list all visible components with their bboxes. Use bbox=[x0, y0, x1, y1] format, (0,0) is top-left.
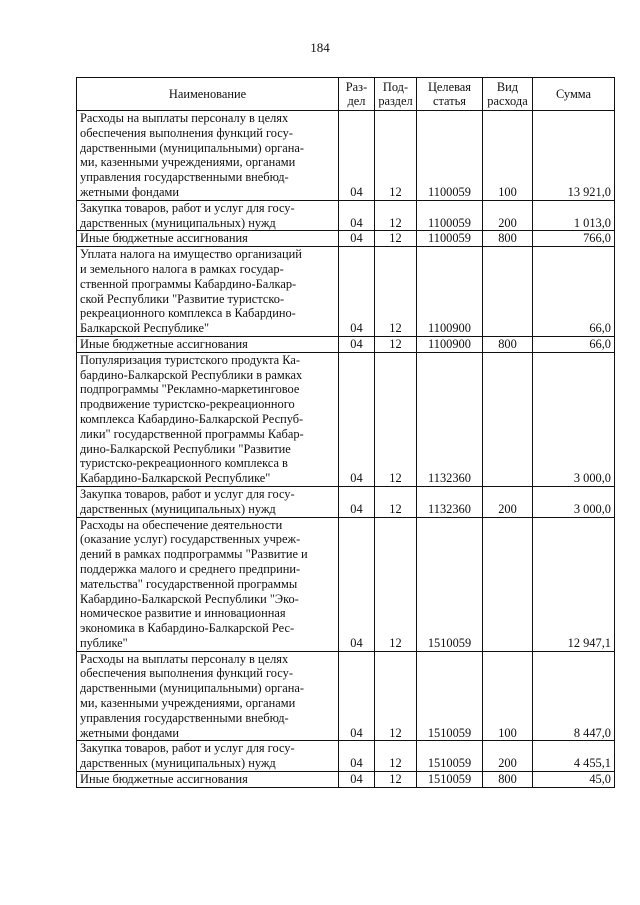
cell-name bbox=[77, 517, 339, 651]
cell-name bbox=[77, 231, 339, 247]
cell-name-line: Расходы на обеспечение деятельности bbox=[80, 517, 283, 532]
header-name: Наименование bbox=[77, 78, 339, 111]
header-vid-line: Вид bbox=[496, 80, 519, 94]
header-razdel-line: дел bbox=[347, 94, 366, 108]
header-vid-line: расхода bbox=[487, 94, 528, 108]
cell-name-line: номическое развитие и инновационная bbox=[80, 606, 286, 621]
cell-vid: 800 bbox=[483, 772, 533, 788]
cell-name-line: публике" bbox=[80, 635, 128, 650]
cell-summa: 13 921,0 bbox=[533, 111, 615, 201]
cell-name-line: Закупка товаров, работ и услуг для госу- bbox=[80, 486, 295, 501]
cell-summa: 45,0 bbox=[533, 772, 615, 788]
cell-name-line: Закупка товаров, работ и услуг для госу- bbox=[80, 741, 295, 756]
cell-name-line: Иные бюджетные ассигнования bbox=[80, 336, 248, 351]
cell-podrazdel: 12 bbox=[375, 651, 417, 741]
table-row bbox=[77, 336, 615, 352]
cell-name-line: дений в рамках подпрограммы "Развитие и bbox=[80, 547, 308, 562]
cell-razdel: 04 bbox=[339, 517, 375, 651]
cell-summa: 8 447,0 bbox=[533, 651, 615, 741]
cell-celevaya: 1100059 bbox=[417, 200, 483, 231]
cell-vid: 200 bbox=[483, 486, 533, 517]
cell-name-line: ской Республики "Развитие туристско- bbox=[80, 291, 285, 306]
cell-name-line: подпрограммы "Рекламно-маркетинговое bbox=[80, 382, 300, 397]
cell-name-line: управления государственными внебюд- bbox=[80, 170, 289, 185]
cell-name-line: поддержка малого и среднего предприни- bbox=[80, 561, 301, 576]
cell-summa: 1 013,0 bbox=[533, 200, 615, 231]
header-razdel-line: Раз- bbox=[345, 80, 368, 94]
header-celevaya bbox=[417, 78, 483, 111]
cell-summa: 66,0 bbox=[533, 247, 615, 337]
cell-razdel: 04 bbox=[339, 486, 375, 517]
cell-summa: 4 455,1 bbox=[533, 741, 615, 772]
cell-name bbox=[77, 651, 339, 741]
cell-name bbox=[77, 336, 339, 352]
table-row bbox=[77, 231, 615, 247]
cell-celevaya: 1100900 bbox=[417, 336, 483, 352]
cell-podrazdel: 12 bbox=[375, 336, 417, 352]
cell-name bbox=[77, 111, 339, 201]
cell-name-line: Кабардино-Балкарской Республике" bbox=[80, 471, 271, 486]
cell-celevaya: 1510059 bbox=[417, 772, 483, 788]
cell-name-line: мательства" государственной программы bbox=[80, 576, 298, 591]
cell-podrazdel: 12 bbox=[375, 352, 417, 486]
cell-name-line: обеспечения выполнения функций госу- bbox=[80, 125, 293, 140]
cell-celevaya: 1132360 bbox=[417, 486, 483, 517]
cell-vid: 200 bbox=[483, 200, 533, 231]
cell-name-line: Иные бюджетные ассигнования bbox=[80, 231, 248, 246]
cell-vid: 800 bbox=[483, 231, 533, 247]
budget-table bbox=[76, 77, 615, 788]
header-razdel bbox=[339, 78, 375, 111]
page-number: 184 bbox=[310, 40, 330, 55]
cell-podrazdel: 12 bbox=[375, 772, 417, 788]
cell-razdel: 04 bbox=[339, 352, 375, 486]
cell-razdel: 04 bbox=[339, 111, 375, 201]
cell-name-line: и земельного налога в рамках государ- bbox=[80, 261, 284, 276]
header-vid bbox=[483, 78, 533, 111]
cell-name-line: жетными фондами bbox=[80, 184, 179, 199]
header-celevaya-line: Целевая bbox=[427, 80, 472, 94]
header-celevaya-line: статья bbox=[432, 94, 466, 108]
cell-podrazdel: 12 bbox=[375, 517, 417, 651]
cell-name-line: ми, казенными учреждениями, органами bbox=[80, 155, 296, 170]
table-row bbox=[77, 247, 615, 337]
cell-name bbox=[77, 741, 339, 772]
cell-name-line: Иные бюджетные ассигнования bbox=[80, 772, 248, 787]
cell-name bbox=[77, 772, 339, 788]
cell-celevaya: 1510059 bbox=[417, 517, 483, 651]
cell-name-line: Популяризация туристского продукта Ка- bbox=[80, 352, 300, 367]
cell-name-line: туристско-рекреационного комплекса в bbox=[80, 456, 288, 471]
cell-name-line: продвижение туристско-рекреационного bbox=[80, 397, 295, 412]
cell-name-line: управления государственными внебюд- bbox=[80, 710, 289, 725]
cell-name-line: Расходы на выплаты персоналу в целях bbox=[80, 651, 289, 666]
cell-name-line: обеспечения выполнения функций госу- bbox=[80, 666, 293, 681]
cell-razdel: 04 bbox=[339, 772, 375, 788]
cell-name-line: жетными фондами bbox=[80, 725, 179, 740]
cell-podrazdel: 12 bbox=[375, 247, 417, 337]
cell-name bbox=[77, 352, 339, 486]
cell-razdel: 04 bbox=[339, 247, 375, 337]
table-header-row bbox=[77, 78, 615, 111]
cell-celevaya: 1100059 bbox=[417, 231, 483, 247]
cell-podrazdel: 12 bbox=[375, 200, 417, 231]
cell-name-line: лики" государственной программы Кабар- bbox=[80, 426, 304, 441]
cell-vid: 100 bbox=[483, 651, 533, 741]
cell-razdel: 04 bbox=[339, 336, 375, 352]
cell-vid: 200 bbox=[483, 741, 533, 772]
cell-name-line: Расходы на выплаты персоналу в целях bbox=[80, 111, 289, 125]
cell-name-line: дарственными (муниципальными) органа- bbox=[80, 681, 304, 696]
cell-name-line: Закупка товаров, работ и услуг для госу- bbox=[80, 200, 295, 215]
header-podrazdel-line: раздел bbox=[378, 94, 413, 108]
cell-name bbox=[77, 486, 339, 517]
cell-name-line: ми, казенными учреждениями, органами bbox=[80, 696, 296, 711]
table-row bbox=[77, 486, 615, 517]
header-podrazdel-line: Под- bbox=[382, 80, 409, 94]
cell-name bbox=[77, 200, 339, 231]
cell-razdel: 04 bbox=[339, 741, 375, 772]
cell-podrazdel: 12 bbox=[375, 231, 417, 247]
table-row bbox=[77, 517, 615, 651]
cell-summa: 66,0 bbox=[533, 336, 615, 352]
cell-name-line: Уплата налога на имущество организаций bbox=[80, 247, 302, 262]
table-row bbox=[77, 111, 615, 201]
cell-vid bbox=[483, 352, 533, 486]
cell-name-line: дино-Балкарской Республики "Развитие bbox=[80, 441, 291, 456]
header-podrazdel bbox=[375, 78, 417, 111]
cell-vid: 800 bbox=[483, 336, 533, 352]
cell-name-line: бардино-Балкарской Республики в рамках bbox=[80, 367, 303, 382]
cell-razdel: 04 bbox=[339, 200, 375, 231]
cell-summa: 3 000,0 bbox=[533, 352, 615, 486]
cell-name-line: Балкарской Республике" bbox=[80, 321, 210, 336]
table-row bbox=[77, 200, 615, 231]
cell-celevaya: 1100900 bbox=[417, 247, 483, 337]
cell-vid bbox=[483, 247, 533, 337]
table-row bbox=[77, 651, 615, 741]
cell-celevaya: 1100059 bbox=[417, 111, 483, 201]
cell-summa: 3 000,0 bbox=[533, 486, 615, 517]
cell-celevaya: 1132360 bbox=[417, 352, 483, 486]
cell-name-line: ственной программы Кабардино-Балкар- bbox=[80, 276, 297, 291]
cell-name-line: дарственных (муниципальных) нужд bbox=[80, 756, 276, 771]
cell-razdel: 04 bbox=[339, 651, 375, 741]
cell-name-line: комплекса Кабардино-Балкарской Респуб- bbox=[80, 411, 304, 426]
cell-podrazdel: 12 bbox=[375, 741, 417, 772]
header-summa: Сумма bbox=[533, 78, 615, 111]
cell-razdel: 04 bbox=[339, 231, 375, 247]
cell-name bbox=[77, 247, 339, 337]
cell-name-line: (оказание услуг) государственных учреж- bbox=[80, 532, 301, 547]
cell-podrazdel: 12 bbox=[375, 486, 417, 517]
table-row bbox=[77, 741, 615, 772]
cell-name-line: рекреационного комплекса в Кабардино- bbox=[80, 306, 296, 321]
table-row bbox=[77, 772, 615, 788]
cell-name-line: дарственных (муниципальных) нужд bbox=[80, 501, 276, 516]
cell-celevaya: 1510059 bbox=[417, 651, 483, 741]
table-body bbox=[77, 111, 615, 788]
cell-vid bbox=[483, 517, 533, 651]
table-row bbox=[77, 352, 615, 486]
cell-summa: 766,0 bbox=[533, 231, 615, 247]
cell-podrazdel: 12 bbox=[375, 111, 417, 201]
cell-name-line: дарственных (муниципальных) нужд bbox=[80, 215, 276, 230]
cell-name-line: Кабардино-Балкарской Республики "Эко- bbox=[80, 591, 299, 606]
cell-summa: 12 947,1 bbox=[533, 517, 615, 651]
cell-vid: 100 bbox=[483, 111, 533, 201]
cell-name-line: экономика в Кабардино-Балкарской Рес- bbox=[80, 621, 295, 636]
cell-celevaya: 1510059 bbox=[417, 741, 483, 772]
cell-name-line: дарственными (муниципальными) органа- bbox=[80, 140, 304, 155]
